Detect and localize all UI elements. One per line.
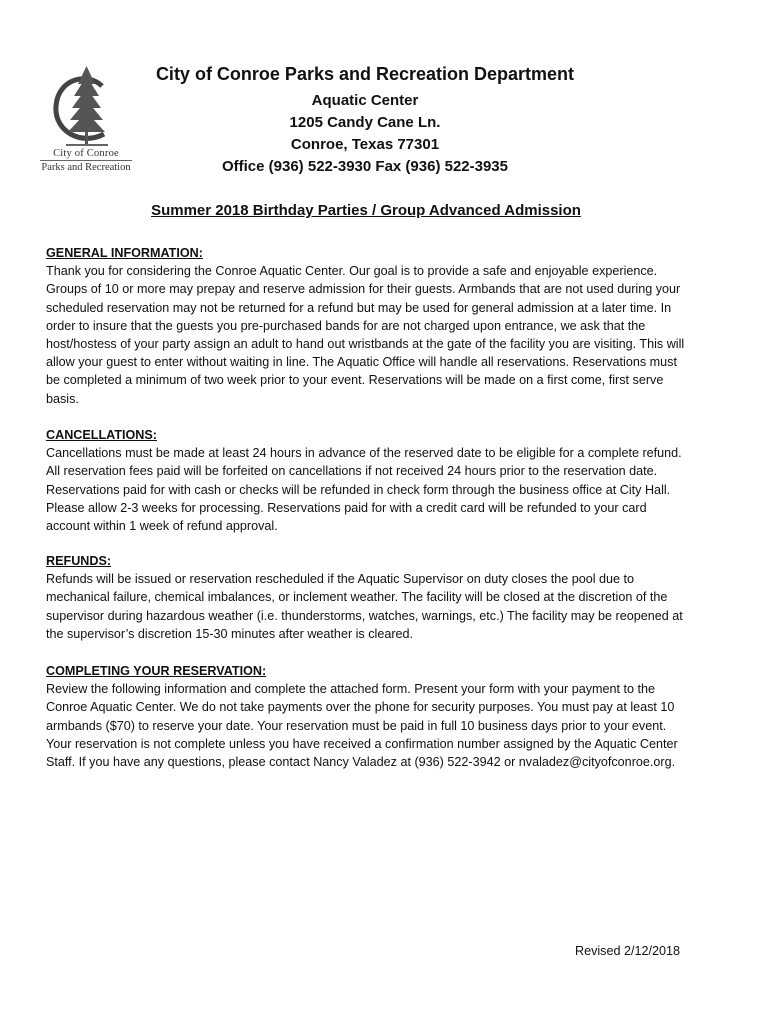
- section-completing-reservation: [46, 662, 686, 771]
- pine-tree-c-icon: [48, 64, 124, 150]
- header-city: Conroe, Texas 77301: [290, 136, 440, 153]
- section-body: Refunds will be issued or reservation rescheduled if the Aquatic Supervisor on duty closes the pool due to mechanical failure, chemical imbalances, or inclement weather. The facility will be closed at the discretion of the supervisor during hazardous weather (i.e. thunderstorms, watches, warnings, etc.) The facility may be reopened at the supervisor’s discretion 15-30 minutes after weather is cleared.: [46, 572, 683, 641]
- logo-divider: [40, 160, 132, 161]
- section-body: Cancellations must be made at least 24 hours in advance of the reserved date to be eligible for a complete refund. All reservation fees paid will be forfeited on cancellations if not received 24 hours prior to the reservation date. Reservations paid for with cash or checks will be refunded in check form through the business office at City Hall. Please allow 2-3 weeks for processing. Reservations paid for with a credit card will be refunded to your card account within 1 week of refund approval.: [46, 446, 682, 534]
- section-body: Thank you for considering the Conroe Aquatic Center. Our goal is to provide a safe and enjoyable experience. Groups of 10 or more may prepay and reserve admission for their guests. Armbands that are not used during your scheduled reservation may not be returned for a refund but may be used for general admission at a later time. In order to insure that the guests you pre-purchased bands for are not charged upon entrance, we ask that the host/hostess of your party assign an adult to hand out wristbands at the gate of the facility you are visiting. This will allow your guest to enter without waiting in line. The Aquatic Office will handle all reservations. Reservations must be completed a minimum of two week prior to your event. Reservations will be made on a first come, first serve basis.: [46, 264, 685, 406]
- section-refunds: [46, 552, 686, 643]
- header-title: City of Conroe Parks and Recreation Department: [155, 64, 575, 84]
- section-heading: REFUNDS:: [46, 554, 112, 568]
- revision-date: Revised 2/12/2018: [574, 944, 680, 958]
- document-title: Summer 2018 Birthday Parties / Group Advanced Admission: [151, 202, 581, 219]
- header-facility: Aquatic Center: [311, 92, 419, 109]
- section-heading: COMPLETING YOUR RESERVATION:: [46, 664, 267, 678]
- header-street: 1205 Candy Cane Ln.: [289, 114, 441, 131]
- section-heading: CANCELLATIONS:: [46, 428, 158, 442]
- section-cancellations: [46, 426, 686, 535]
- section-body: Review the following information and complete the attached form. Present your form with your payment to the Conroe Aquatic Center. We do not take payments over the phone for security purposes. You must pay at least 10 armbands ($70) to reserve your date. Your reservation must be paid in full 10 business days prior to your event. Your reservation is not complete unless you have received a confirmation number assigned by the Aquatic Center Staff. If you have any questions, please contact Nancy Valadez at (936) 522-3942 or nvaladez@cityofconroe.org.: [46, 682, 678, 770]
- logo-text-parks: Parks and Recreation: [41, 162, 131, 173]
- city-logo: [34, 64, 138, 178]
- logo-text-city: City of Conroe: [53, 148, 119, 159]
- section-general-information: [46, 244, 686, 408]
- section-heading: GENERAL INFORMATION:: [46, 246, 203, 260]
- header-phone: Office (936) 522-3930 Fax (936) 522-3935: [221, 158, 508, 175]
